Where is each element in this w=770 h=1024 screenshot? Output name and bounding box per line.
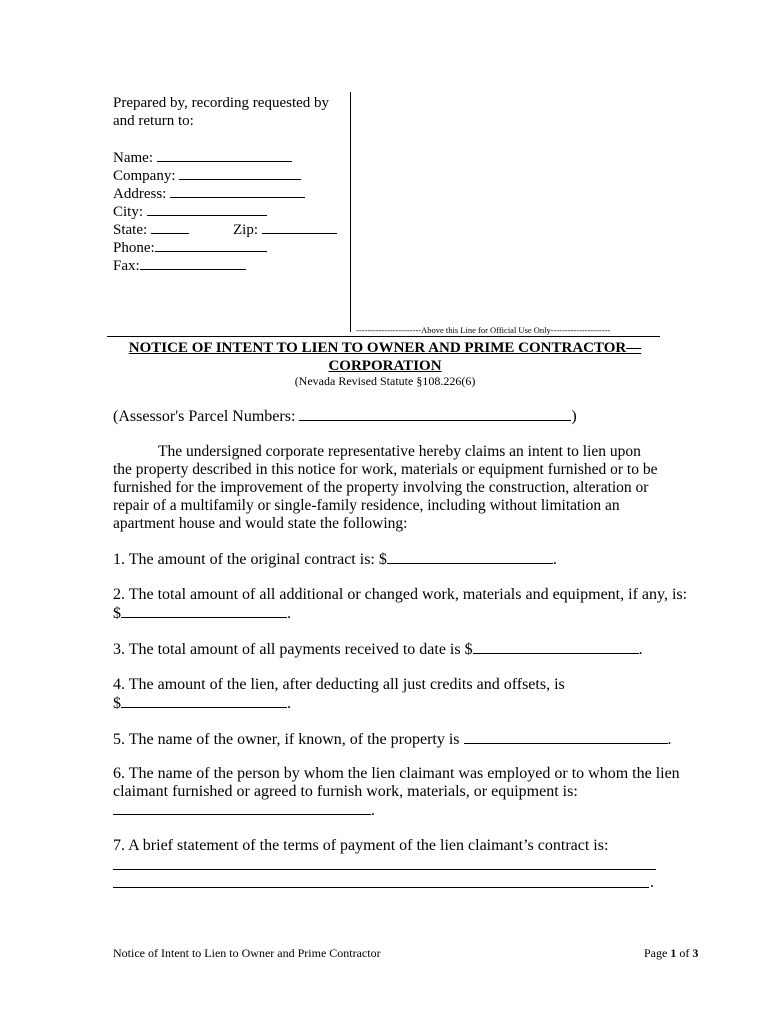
of-word: of — [679, 946, 690, 960]
city-field[interactable] — [147, 202, 267, 216]
state-label: State: — [113, 222, 148, 238]
document-title-line1: NOTICE OF INTENT TO LIEN TO OWNER AND PRIME CONTRACTOR— — [128, 340, 642, 356]
state-row — [113, 220, 189, 239]
recording-divider-vertical — [350, 92, 351, 332]
payment-terms-field-line1[interactable] — [113, 869, 656, 870]
phone-row — [113, 238, 267, 257]
item-6-line1: 6. The name of the person by whom the lien claimant was employed or to whom the lien — [113, 765, 680, 782]
phone-label: Phone: — [113, 240, 155, 256]
item-4-line1: 4. The amount of the lien, after deducting all just credits and offsets, is — [113, 676, 565, 693]
city-label: City: — [113, 204, 144, 220]
state-field[interactable] — [151, 220, 189, 234]
zip-row — [233, 220, 337, 239]
page-current: 1 — [670, 946, 677, 960]
name-row — [113, 148, 292, 167]
phone-field[interactable] — [155, 238, 267, 252]
address-row — [113, 184, 305, 203]
employer-name-field[interactable] — [113, 801, 371, 815]
item-3-text: 3. The total amount of all payments received to date is $ — [113, 641, 473, 658]
item-5-period: . — [667, 731, 672, 748]
official-use-notice: -----------------------Above this Line for Official Use Only--------------------- — [356, 325, 611, 335]
item-6-period: . — [371, 802, 375, 819]
recording-divider-horizontal — [107, 336, 660, 337]
item-6-line2: claimant furnished or agreed to furnish work, materials, or equipment is: — [113, 783, 578, 800]
item-1-text: 1. The amount of the original contract is: $ — [113, 551, 387, 568]
fax-field[interactable] — [140, 256, 246, 270]
item-1 — [113, 550, 557, 569]
intro-paragraph: The undersigned corporate representative hereby claims an intent to lien upon the property described in this notice for work, materials or equipment furnished or to be furnished for the improvement of the property involving the construction, alteration or repair of a multifamily or single-family residence, including without limitation an apartment house and would state the following: — [113, 443, 658, 532]
name-field[interactable] — [157, 148, 292, 162]
payments-received-field[interactable] — [473, 640, 639, 654]
item-5-text: 5. The name of the owner, if known, of the property is — [113, 731, 460, 748]
zip-field[interactable] — [262, 220, 337, 234]
prepared-by-line1: Prepared by, recording requested by — [113, 95, 330, 111]
item-3-period: . — [638, 641, 643, 658]
company-row — [113, 166, 301, 185]
item-5 — [113, 730, 672, 749]
assessor-close: ) — [571, 408, 577, 425]
item-2-period: . — [287, 605, 291, 622]
item-6-line3 — [113, 801, 375, 820]
page-word: Page — [644, 946, 668, 960]
item-2-dollar: $ — [113, 605, 121, 622]
item-4-period: . — [287, 695, 291, 712]
footer-doc-title: Notice of Intent to Lien to Owner and Prime Contractor — [113, 946, 381, 960]
payment-terms-field-line2[interactable] — [113, 887, 649, 888]
item-2-line2 — [113, 604, 291, 623]
owner-name-field[interactable] — [464, 730, 668, 744]
address-label: Address: — [113, 186, 167, 202]
item-2-line1: 2. The total amount of all additional or changed work, materials and equipment, if any, is: — [113, 586, 688, 603]
lien-amount-field[interactable] — [121, 694, 287, 708]
item-3 — [113, 640, 643, 659]
document-title-line2: CORPORATION — [328, 358, 442, 374]
original-contract-field[interactable] — [387, 550, 553, 564]
fax-row — [113, 256, 246, 275]
name-label: Name: — [113, 150, 153, 166]
item-7: 7. A brief statement of the terms of payment of the lien claimant’s contract is: — [113, 837, 609, 854]
page-total: 3 — [692, 946, 699, 960]
item-1-period: . — [552, 551, 557, 568]
page-number — [644, 946, 698, 960]
address-field[interactable] — [170, 184, 305, 198]
zip-label: Zip: — [233, 222, 258, 238]
prepared-by-line2: and return to: — [113, 113, 194, 129]
statute-reference: (Nevada Revised Statute §108.226(6) — [294, 374, 476, 388]
assessor-parcel-field[interactable] — [299, 407, 571, 421]
company-label: Company: — [113, 168, 176, 184]
assessor-label: (Assessor's Parcel Numbers: — [113, 408, 296, 425]
additional-work-field[interactable] — [121, 604, 287, 618]
fax-label: Fax: — [113, 258, 140, 274]
item-7-period: . — [650, 874, 654, 891]
item-4-line2 — [113, 694, 291, 713]
city-row — [113, 202, 267, 221]
company-field[interactable] — [179, 166, 301, 180]
item-4-dollar: $ — [113, 695, 121, 712]
assessor-row — [113, 407, 577, 426]
